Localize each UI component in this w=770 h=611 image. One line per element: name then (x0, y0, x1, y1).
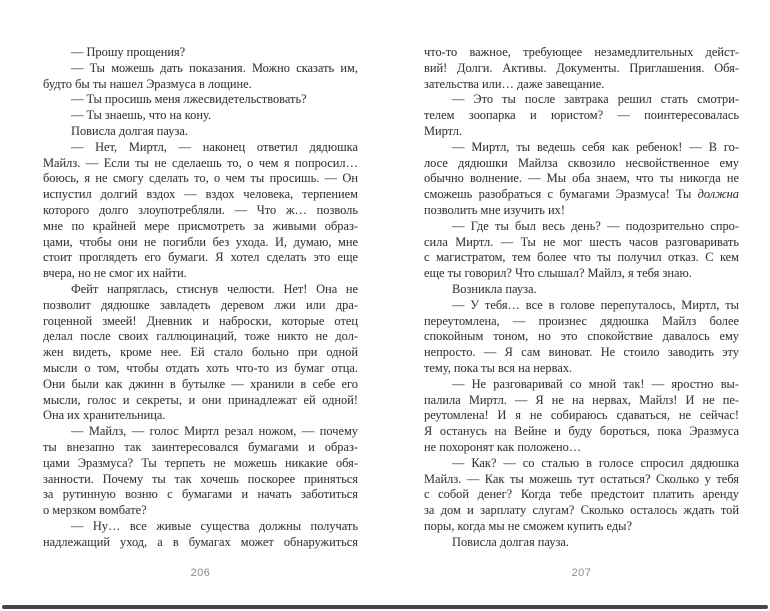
text-line: телем зоопарка и юристом? — поинтересовалась (424, 108, 739, 123)
text-line: жен видеть, кроме нее. Ей стало больно при одной (43, 345, 358, 360)
text-line: — Где ты был весь день? — подозрительно спро- (452, 218, 739, 233)
text-line: Они были как джинн в бутылке — хранили в себе его (43, 376, 358, 391)
text-line: переутомлена, — произнес дядюшка Майлз более (424, 313, 739, 328)
text-line: палила Миртл. — Я не на нервах, Майлз! И не пе- (424, 392, 739, 407)
text-line: непросто. — Я сам виноват. Не стоило заводить эту (424, 345, 739, 360)
text-line: не похоронят как положено… (424, 439, 582, 454)
text-line: — Ты просишь меня лжесвидетельствовать? (71, 92, 307, 107)
text-line: делал после своих галлюцинаций, тоже никто не дол- (43, 329, 358, 344)
text-line: зательства или… даже завещание. (424, 76, 605, 91)
text-line: за дом и зарплату слугам? Сколько осталось ждать той (424, 503, 739, 518)
text-line: Я останусь на Вейне и буду бороться, пока Эразмуса (424, 424, 739, 439)
text-line: Майлз. — Если ты не сделаешь то, о чем я попросил… (43, 155, 358, 170)
text-line: позволить мне изучить их! (424, 202, 566, 217)
text-line: с магистратом, тем более что ты получил отказ. С кем (424, 250, 739, 265)
text-line: о мерзком вомбате? (43, 503, 147, 518)
text-line: Фейт напряглась, стиснув челюсти. Нет! Она не (71, 281, 358, 296)
text-line: мысли, голос и секреты, и они принадлежат ей одной! (43, 392, 358, 407)
text-line: надлежащий уход, а в бумагах может обнаружиться (43, 534, 358, 549)
text-line: тему, пока ты вся на нервах. (424, 360, 573, 375)
text-line: обычно волнение. — Мы оба знаем, что ты никогда не (424, 171, 739, 186)
text-line: что-то важное, требующее незамедлительных дейст- (424, 45, 739, 59)
text-line: с собой денег? Когда тебе предстоит платить аренду (424, 487, 739, 502)
text-line: — Это ты после завтрака решил стать смотри- (452, 92, 739, 107)
text-line: Она их хранительница. (43, 408, 166, 423)
page-right[interactable] (385, 0, 770, 611)
text-line: сила Миртл. — Ты не мог шесть часов разговаривать (424, 234, 739, 249)
text-line: — Нет, Миртл, — наконец ответил дядюшка (71, 139, 358, 154)
text-line: — Ну… все живые существа должны получать (71, 518, 358, 533)
text-line: — Прошу прощения? (71, 45, 186, 59)
text-line: цами, чтобы они не погибли без ухода. И, думаю, мне (43, 234, 358, 249)
text-line: поры, когда мы не сможем купить еды? (424, 518, 632, 533)
text-line: спокойным тоном, но это спокойствие давалось ему (424, 329, 739, 344)
text-line: — Как? — со сталью в голосе спросил дядюшка (452, 455, 739, 470)
reader-progress-bar[interactable] (2, 605, 768, 609)
text-line: будто бы ты нашел Эразмуса в лощине. (43, 76, 252, 91)
page-right-number: 207 (571, 567, 592, 579)
text-line: — Не разговаривай со мной так! — яростно вы- (452, 376, 739, 391)
text-line: за рутинную возню с бумагами и начать заботиться (43, 487, 358, 502)
text-line: позволит дядюшке завладеть деревом лжи или дра- (43, 297, 358, 312)
text-line: занности. Почему ты так хочешь поскорее приняться (43, 471, 358, 486)
text-line: мне по крайней мере присмотреть за живыми образ- (43, 218, 358, 233)
page-right-text (424, 45, 739, 551)
text-line: — Ты знаешь, что на кону. (71, 108, 212, 123)
text-line: Майлз. — Как ты можешь тут остаться? Сколько у тебя (424, 471, 739, 486)
text-line: цами Эразмуса? Ты терпеть не можешь никакие обя- (43, 455, 358, 470)
text-line: ты внезапно так заинтересовался бумагами и образ- (43, 439, 358, 454)
text-line: Миртл. (424, 123, 463, 138)
text-line: мысли о том, чтобы отдать хоть что-то из бумаг отца. (43, 360, 358, 375)
text-line: — Майлз, — голос Миртл резал ножом, — почему (71, 424, 358, 439)
text-line: стоит проглядеть его бумаги. Я хотел сделать это еще (43, 250, 358, 265)
text-line: вчера, но не смог их найти. (43, 266, 187, 281)
text-line: Повисла долгая пауза. (71, 123, 188, 138)
text-line: испустил долгий вздох — вздох человека, терпением (43, 187, 358, 202)
text-line: сможешь разобраться с бумагами Эразмуса! Ты должна (424, 187, 739, 202)
text-line: — Миртл, ты ведешь себя как ребенок! — В го- (452, 139, 739, 154)
text-line: гоценной змеей! Дневник и наброски, которые отец (43, 313, 358, 328)
text-line: которого долго злоупотребляли. — Что ж… позволь (43, 202, 358, 217)
page-left-number: 206 (190, 567, 211, 579)
text-line: Повисла долгая пауза. (452, 534, 569, 549)
text-line: — У тебя… все в голове перепуталось, Миртл, ты (452, 297, 739, 312)
text-line: Возникла пауза. (452, 281, 537, 296)
text-line: вий! Долги. Активы. Документы. Приглашения. Обя- (424, 60, 739, 75)
text-line: — Ты можешь дать показания. Можно сказать им, (71, 60, 358, 75)
text-line: еще ты говорил? Что слышал? Майлз, я тебя знаю. (424, 266, 692, 281)
text-line: боюсь, я не смогу сделать то, о чем ты просишь. — Он (43, 171, 358, 186)
page-left-text (43, 45, 358, 551)
text-line: реутомлена! И я не собираюсь сдаваться, не сейчас! (424, 408, 739, 423)
text-line: лосе дядюшки Майлза сквозило несвойственное ему (424, 155, 739, 170)
